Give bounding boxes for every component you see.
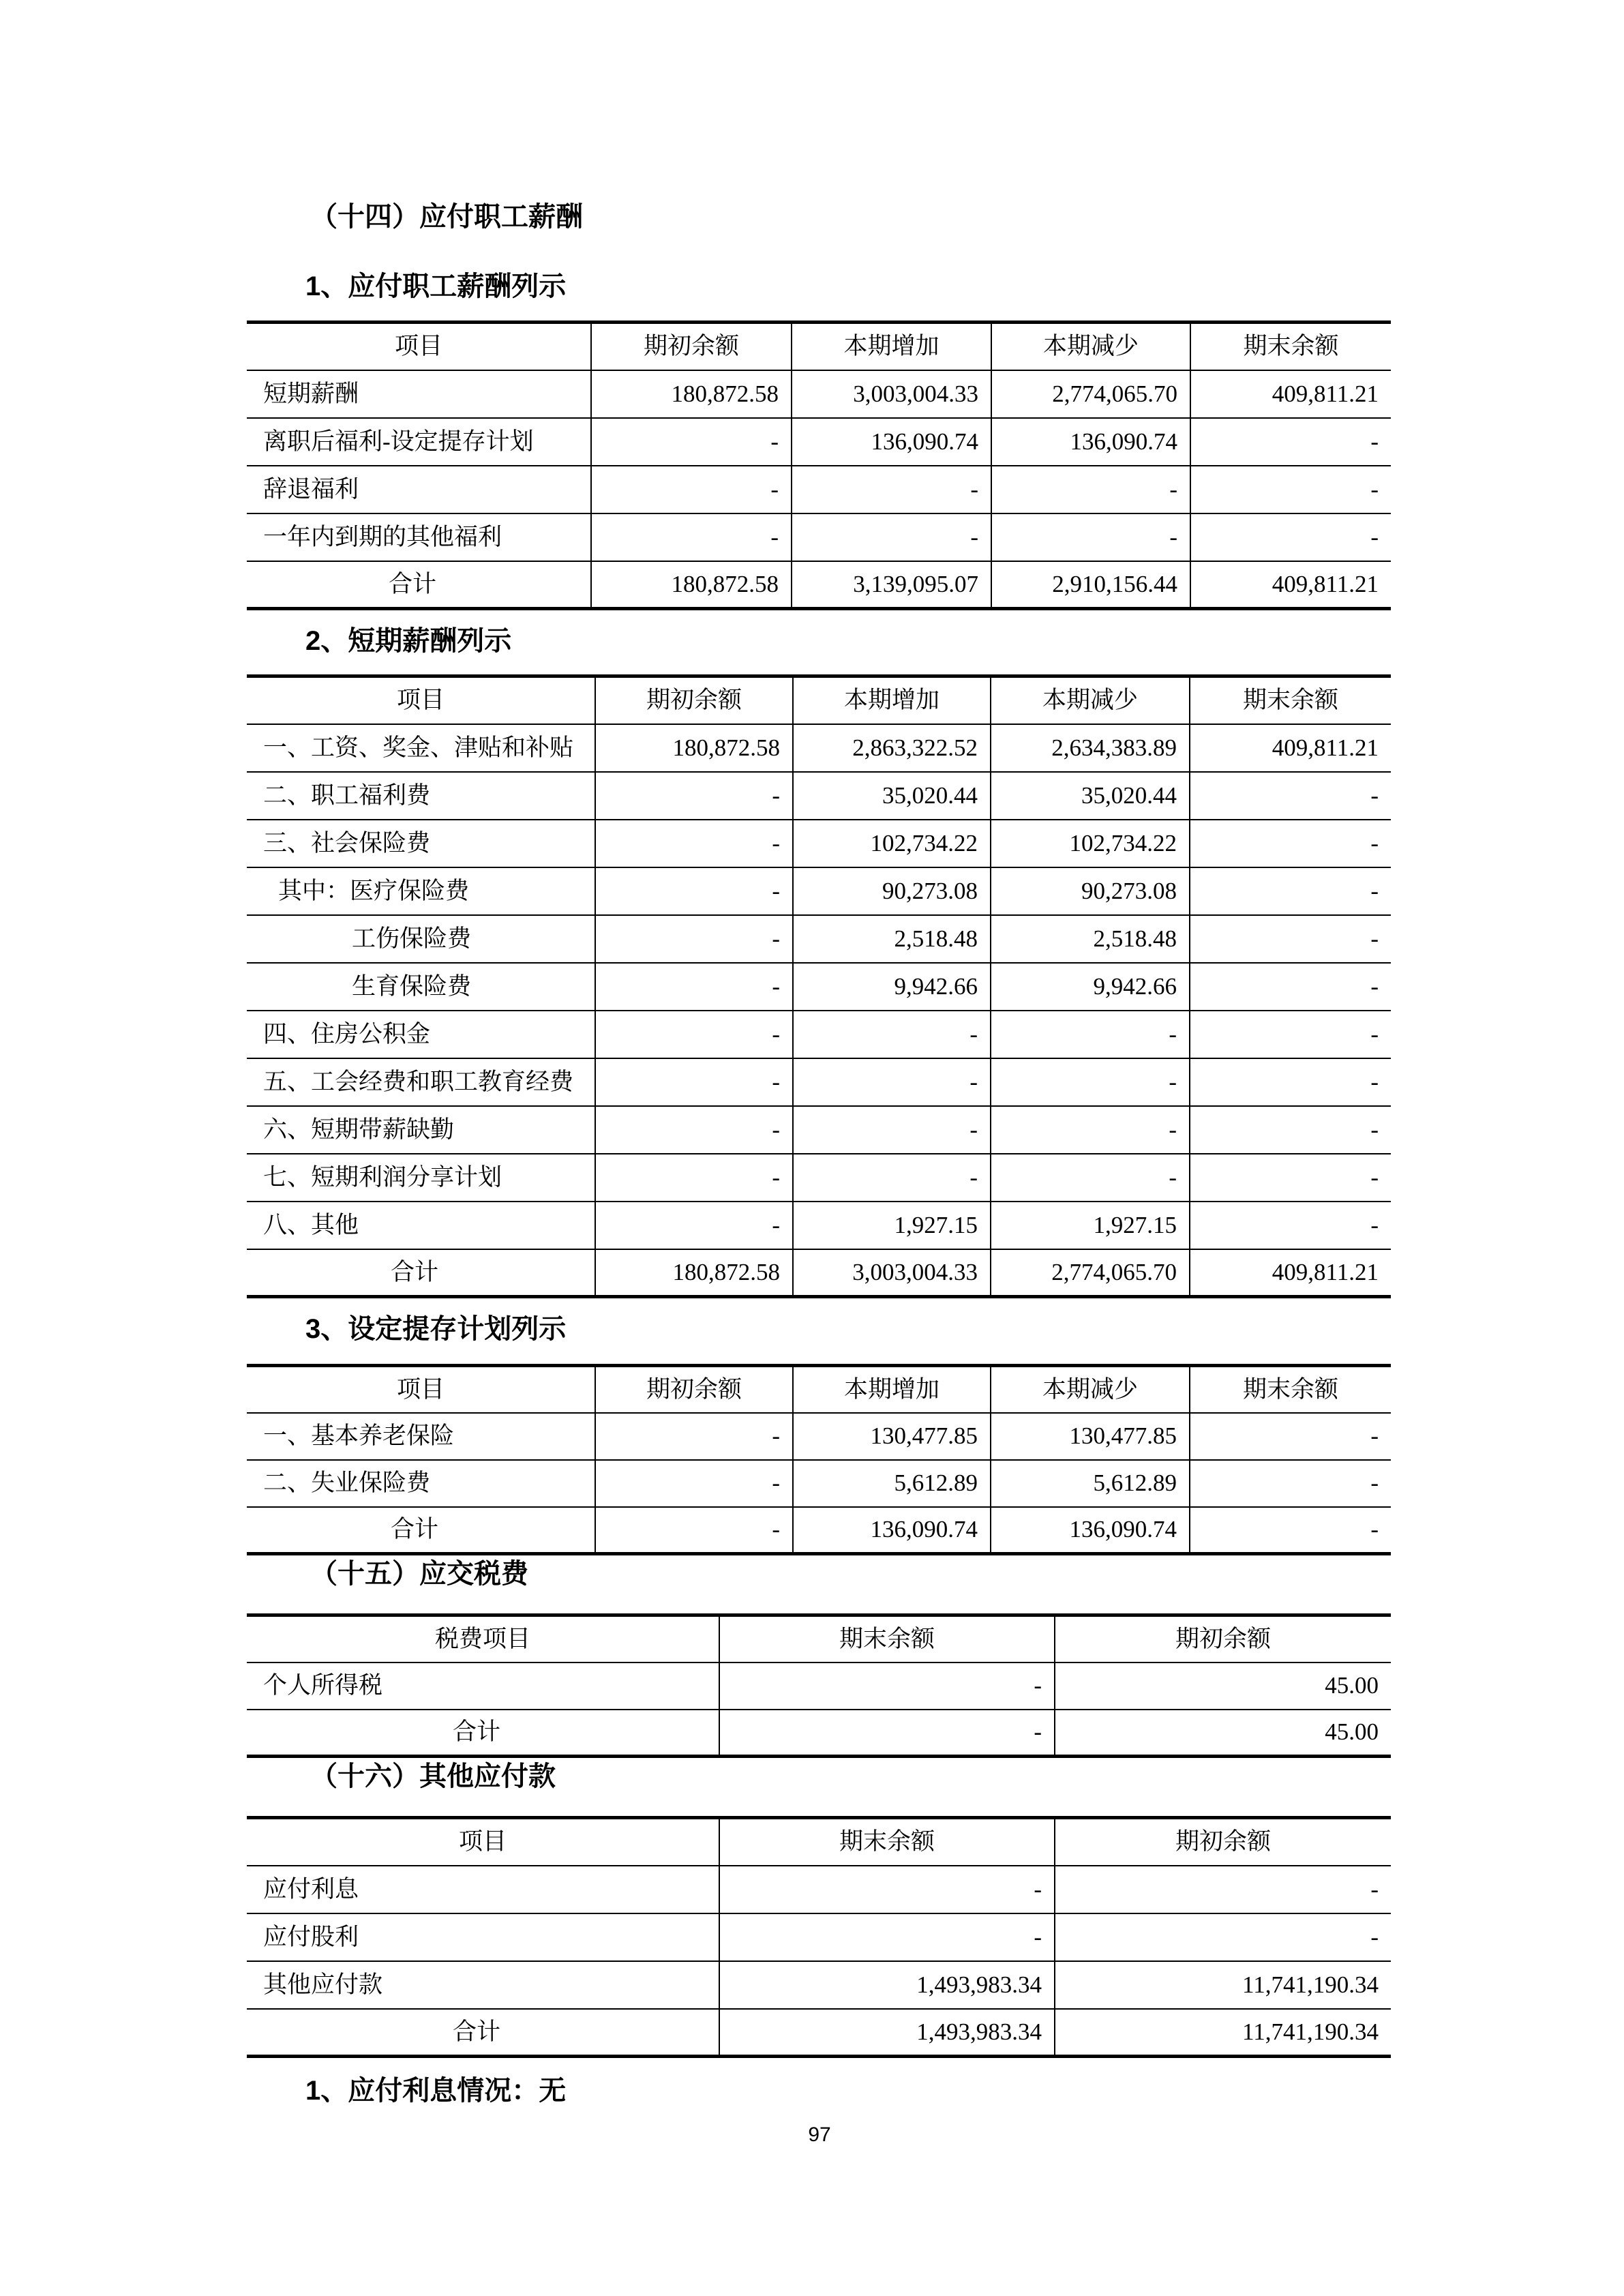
- cell-value: 136,090.74: [793, 1507, 991, 1554]
- table-row: [247, 513, 1391, 561]
- page-number: 97: [808, 2123, 831, 2146]
- column-header: 期初余额: [1055, 1818, 1391, 1866]
- cell-value: -: [793, 1154, 991, 1202]
- cell-value: -: [991, 1106, 1190, 1154]
- cell-value: 2,774,065.70: [991, 370, 1190, 418]
- cell-value: -: [595, 1460, 793, 1507]
- cell-value: 2,634,383.89: [991, 724, 1190, 772]
- cell-value: 180,872.58: [591, 370, 792, 418]
- column-header: 本期减少: [991, 323, 1190, 370]
- row-label: 其他应付款: [247, 1961, 719, 2009]
- column-header: 期末余额: [719, 1818, 1055, 1866]
- row-label: 一、基本养老保险: [247, 1413, 595, 1460]
- table-row: [247, 963, 1391, 1011]
- cell-value: -: [792, 513, 991, 561]
- cell-value: 90,273.08: [991, 867, 1190, 915]
- cell-value: -: [595, 772, 793, 820]
- short-term-pay-table: [247, 674, 1391, 1298]
- other-payables-table: [247, 1816, 1391, 2058]
- cell-value: 1,493,983.34: [719, 1961, 1055, 2009]
- cell-value: -: [1190, 1154, 1391, 1202]
- row-label: 合计: [247, 1710, 719, 1757]
- cell-value: 2,910,156.44: [991, 561, 1190, 609]
- column-header: 本期减少: [991, 676, 1190, 724]
- payroll-list-title: 1、应付职工薪酬列示: [305, 271, 567, 301]
- cell-value: -: [595, 915, 793, 963]
- column-header: 期初余额: [591, 323, 792, 370]
- table-row: [247, 1961, 1391, 2009]
- cell-value: 180,872.58: [595, 1249, 793, 1297]
- cell-value: -: [595, 1058, 793, 1106]
- cell-value: 3,139,095.07: [792, 561, 991, 609]
- row-label: 合计: [247, 1249, 595, 1297]
- cell-value: -: [719, 1663, 1055, 1710]
- table-row: [247, 1202, 1391, 1249]
- cell-value: 45.00: [1055, 1710, 1391, 1757]
- cell-value: -: [1190, 820, 1391, 867]
- row-label: 二、职工福利费: [247, 772, 595, 820]
- cell-value: -: [793, 1058, 991, 1106]
- cell-value: -: [793, 1011, 991, 1058]
- cell-value: 5,612.89: [793, 1460, 991, 1507]
- cell-value: -: [1190, 1058, 1391, 1106]
- row-label: 八、其他: [247, 1202, 595, 1249]
- cell-value: 409,811.21: [1190, 724, 1391, 772]
- cell-value: -: [991, 1154, 1190, 1202]
- column-header: 期末余额: [719, 1615, 1055, 1663]
- payroll-table: [247, 320, 1391, 610]
- cell-value: 409,811.21: [1190, 1249, 1391, 1297]
- column-header: 期末余额: [1190, 1366, 1391, 1413]
- table-row: [247, 820, 1391, 867]
- table-header-row: [247, 1615, 1391, 1663]
- defined-contribution-title: 3、设定提存计划列示: [305, 1314, 567, 1344]
- table-header-row: [247, 323, 1391, 370]
- cell-value: -: [595, 867, 793, 915]
- row-label: 六、短期带薪缺勤: [247, 1106, 595, 1154]
- cell-value: -: [1190, 867, 1391, 915]
- cell-value: -: [1190, 1011, 1391, 1058]
- table-header-row: [247, 1366, 1391, 1413]
- cell-value: -: [591, 466, 792, 513]
- cell-value: 136,090.74: [792, 418, 991, 466]
- cell-value: 90,273.08: [793, 867, 991, 915]
- cell-value: -: [991, 513, 1190, 561]
- cell-value: -: [719, 1913, 1055, 1961]
- cell-value: 2,863,322.52: [793, 724, 991, 772]
- cell-value: -: [1190, 513, 1391, 561]
- section-14-title: （十四）应付职工薪酬: [310, 202, 583, 232]
- cell-value: 102,734.22: [793, 820, 991, 867]
- row-label: 合计: [247, 2009, 719, 2057]
- cell-value: 9,942.66: [991, 963, 1190, 1011]
- table-row: [247, 1507, 1391, 1554]
- row-label: 五、工会经费和职工教育经费: [247, 1058, 595, 1106]
- cell-value: 5,612.89: [991, 1460, 1190, 1507]
- table-header-row: [247, 676, 1391, 724]
- row-label: 七、短期利润分享计划: [247, 1154, 595, 1202]
- cell-value: 1,927.15: [793, 1202, 991, 1249]
- cell-value: -: [792, 466, 991, 513]
- section-15-title: （十五）应交税费: [310, 1559, 528, 1589]
- cell-value: -: [591, 418, 792, 466]
- cell-value: -: [793, 1106, 991, 1154]
- cell-value: -: [1190, 915, 1391, 963]
- cell-value: -: [595, 1507, 793, 1554]
- row-label: 一年内到期的其他福利: [247, 513, 591, 561]
- interest-payable-note: 1、应付利息情况：无: [305, 2076, 567, 2106]
- cell-value: 130,477.85: [991, 1413, 1190, 1460]
- row-label: 工伤保险费: [247, 915, 595, 963]
- table-row: [247, 1866, 1391, 1913]
- table-header-row: [247, 1818, 1391, 1866]
- row-label: 离职后福利-设定提存计划: [247, 418, 591, 466]
- cell-value: 35,020.44: [793, 772, 991, 820]
- cell-value: -: [1190, 963, 1391, 1011]
- table-row: [247, 867, 1391, 915]
- cell-value: 45.00: [1055, 1663, 1391, 1710]
- cell-value: 136,090.74: [991, 1507, 1190, 1554]
- cell-value: -: [595, 1154, 793, 1202]
- cell-value: 11,741,190.34: [1055, 2009, 1391, 2057]
- column-header: 期末余额: [1190, 323, 1391, 370]
- table-row: [247, 724, 1391, 772]
- cell-value: 1,493,983.34: [719, 2009, 1055, 2057]
- table-row: [247, 1913, 1391, 1961]
- cell-value: -: [1190, 1413, 1391, 1460]
- cell-value: -: [991, 1058, 1190, 1106]
- row-label: 一、工资、奖金、津贴和补贴: [247, 724, 595, 772]
- row-label: 辞退福利: [247, 466, 591, 513]
- column-header: 税费项目: [247, 1615, 719, 1663]
- column-header: 期初余额: [1055, 1615, 1391, 1663]
- row-label: 个人所得税: [247, 1663, 719, 1710]
- section-16-title: （十六）其他应付款: [310, 1761, 556, 1791]
- cell-value: 3,003,004.33: [793, 1249, 991, 1297]
- column-header: 项目: [247, 676, 595, 724]
- table-row: [247, 1413, 1391, 1460]
- cell-value: 35,020.44: [991, 772, 1190, 820]
- cell-value: -: [595, 1413, 793, 1460]
- cell-value: 180,872.58: [595, 724, 793, 772]
- table-row: [247, 370, 1391, 418]
- row-label: 四、住房公积金: [247, 1011, 595, 1058]
- table-row: [247, 772, 1391, 820]
- row-label: 三、社会保险费: [247, 820, 595, 867]
- short-term-pay-title: 2、短期薪酬列示: [305, 626, 512, 656]
- row-label: 生育保险费: [247, 963, 595, 1011]
- column-header: 本期增加: [793, 676, 991, 724]
- cell-value: -: [595, 1106, 793, 1154]
- cell-value: -: [595, 963, 793, 1011]
- taxes-payable-table: [247, 1613, 1391, 1758]
- table-row: [247, 561, 1391, 609]
- table-row: [247, 1058, 1391, 1106]
- column-header: 期初余额: [595, 1366, 793, 1413]
- table-row: [247, 1154, 1391, 1202]
- cell-value: -: [991, 1011, 1190, 1058]
- column-header: 期初余额: [595, 676, 793, 724]
- cell-value: 2,774,065.70: [991, 1249, 1190, 1297]
- row-label: 其中：医疗保险费: [247, 867, 595, 915]
- cell-value: 180,872.58: [591, 561, 792, 609]
- cell-value: -: [719, 1710, 1055, 1757]
- cell-value: -: [591, 513, 792, 561]
- cell-value: 2,518.48: [991, 915, 1190, 963]
- cell-value: -: [1190, 418, 1391, 466]
- cell-value: -: [1190, 1202, 1391, 1249]
- cell-value: -: [1190, 1106, 1391, 1154]
- cell-value: 1,927.15: [991, 1202, 1190, 1249]
- cell-value: -: [595, 820, 793, 867]
- cell-value: 409,811.21: [1190, 370, 1391, 418]
- row-label: 应付股利: [247, 1913, 719, 1961]
- cell-value: -: [595, 1202, 793, 1249]
- row-label: 合计: [247, 561, 591, 609]
- cell-value: 102,734.22: [991, 820, 1190, 867]
- cell-value: -: [1190, 772, 1391, 820]
- column-header: 本期增加: [793, 1366, 991, 1413]
- row-label: 应付利息: [247, 1866, 719, 1913]
- column-header: 本期减少: [991, 1366, 1190, 1413]
- cell-value: 11,741,190.34: [1055, 1961, 1391, 2009]
- cell-value: 409,811.21: [1190, 561, 1391, 609]
- cell-value: -: [595, 1011, 793, 1058]
- table-row: [247, 1460, 1391, 1507]
- cell-value: 3,003,004.33: [792, 370, 991, 418]
- cell-value: 9,942.66: [793, 963, 991, 1011]
- cell-value: -: [719, 1866, 1055, 1913]
- column-header: 项目: [247, 323, 591, 370]
- cell-value: 136,090.74: [991, 418, 1190, 466]
- cell-value: -: [1055, 1866, 1391, 1913]
- table-row: [247, 1663, 1391, 1710]
- defined-contribution-table: [247, 1364, 1391, 1555]
- table-row: [247, 915, 1391, 963]
- column-header: 期末余额: [1190, 676, 1391, 724]
- table-row: [247, 1710, 1391, 1757]
- row-label: 合计: [247, 1507, 595, 1554]
- table-row: [247, 1249, 1391, 1297]
- cell-value: -: [1055, 1913, 1391, 1961]
- column-header: 本期增加: [792, 323, 991, 370]
- column-header: 项目: [247, 1366, 595, 1413]
- cell-value: 130,477.85: [793, 1413, 991, 1460]
- row-label: 二、失业保险费: [247, 1460, 595, 1507]
- cell-value: -: [991, 466, 1190, 513]
- table-row: [247, 418, 1391, 466]
- cell-value: -: [1190, 466, 1391, 513]
- table-row: [247, 466, 1391, 513]
- table-row: [247, 2009, 1391, 2057]
- table-row: [247, 1011, 1391, 1058]
- cell-value: -: [1190, 1460, 1391, 1507]
- row-label: 短期薪酬: [247, 370, 591, 418]
- table-row: [247, 1106, 1391, 1154]
- cell-value: -: [1190, 1507, 1391, 1554]
- cell-value: 2,518.48: [793, 915, 991, 963]
- column-header: 项目: [247, 1818, 719, 1866]
